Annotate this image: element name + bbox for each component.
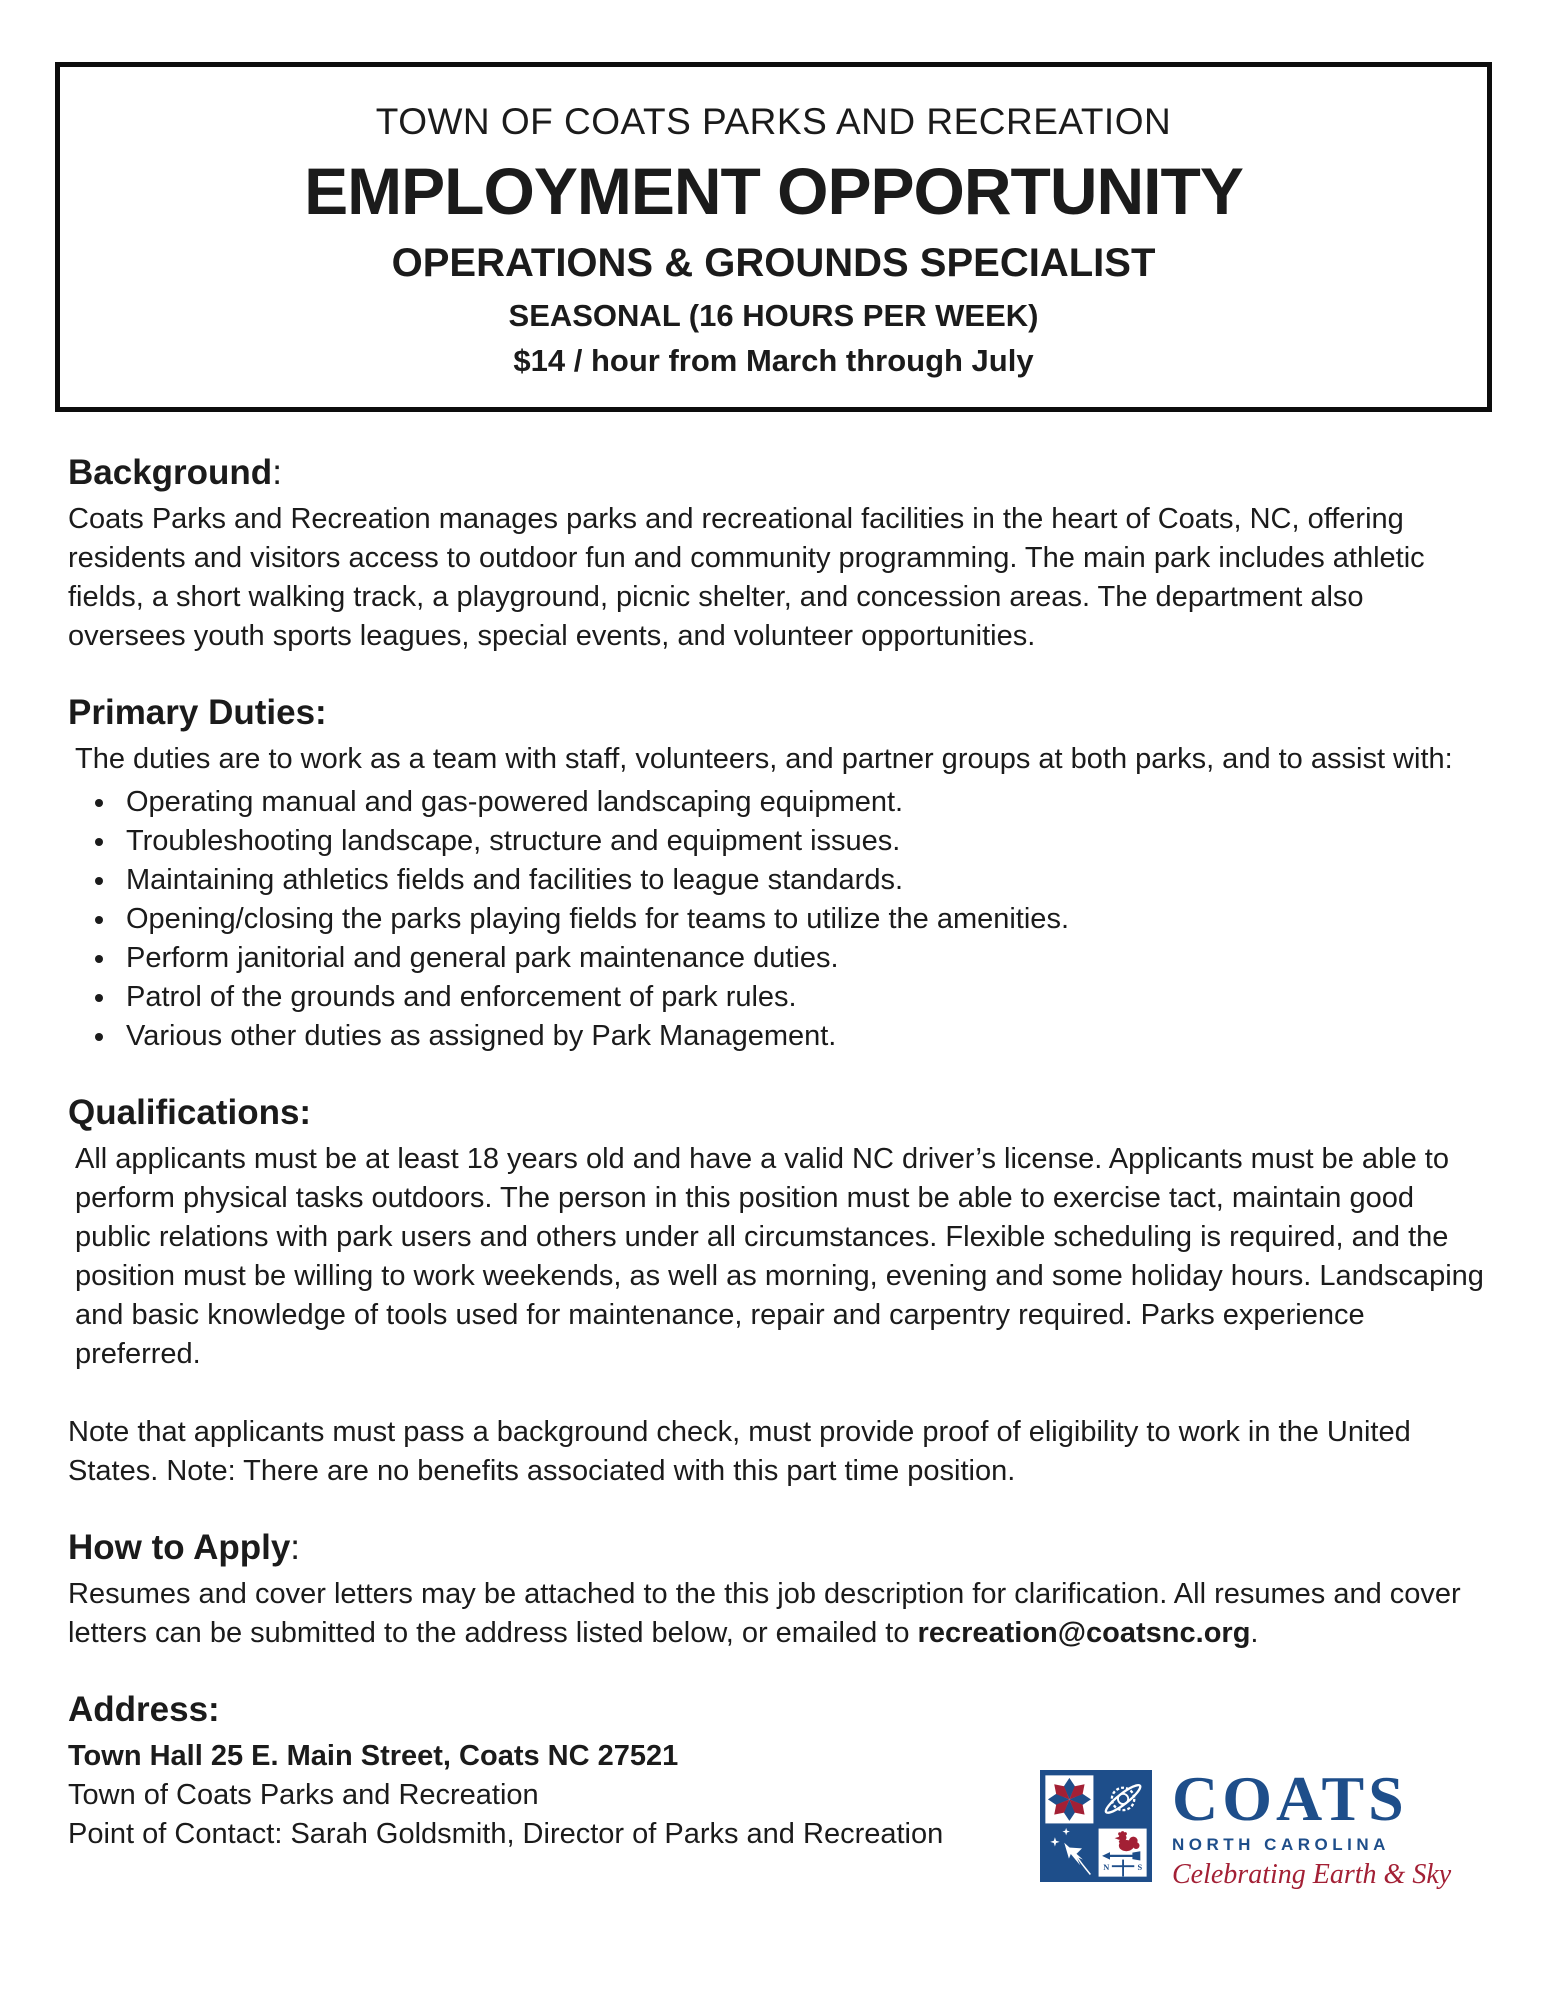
list-item: • Patrol of the grounds and enforcement of park rules. [118,978,1485,1017]
section-background [68,452,1485,656]
qualifications-note: Note that applicants must pass a background check, must provide proof of eligibility to work in the United States. Note: There are no benefits associated with this part time position. [68,1416,1411,1487]
background-heading [68,452,1485,494]
qualifications-paragraph: All applicants must be at least 18 years old and have a valid NC driver’s license. Applicants must be able to perform physical tasks outdoors. The person in this position must be able to exercise tact, maintain good public relations with park users and others under all circumstances. Flexible scheduling is required, and the position must be willing to work weekends, as well as morning, evening and some holiday hours. Landscaping and basic knowledge of tools used for maintenance, repair and carpentry required. Parks experience preferred. [75,1143,1484,1370]
address-heading: Address: [68,1690,220,1729]
contact-email: recreation@coatsnc.org [917,1617,1251,1649]
address-contact: Point of Contact: Sarah Goldsmith, Director of Parks and Recreation [68,1818,944,1850]
background-paragraph: Coats Parks and Recreation manages parks and recreational facilities in the heart of Coats, NC, offering residents and visitors access to outdoor fun and community programming. The main park includes athletic fields, a short walking track, a playground, picnic shelter, and concession areas. The department also oversees youth sports leagues, special events, and volunteer opportunities. [68,503,1425,652]
list-item: • Perform janitorial and general park maintenance duties. [118,939,1485,978]
primary-duties-list [68,783,1485,1056]
list-item: • Troubleshooting landscape, structure and equipment issues. [118,822,1485,861]
how-to-apply-heading-colon: : [290,1528,301,1567]
section-qualifications [68,1092,1485,1491]
apply-text-period: . [1250,1617,1259,1649]
logo-tagline: Celebrating Earth & Sky [1172,1859,1452,1890]
job-title: OPERATIONS & GROUNDS SPECIALIST [391,241,1156,285]
how-to-apply-paragraph [68,1575,1485,1653]
page-title: EMPLOYMENT OPPORTUNITY [304,154,1243,228]
coats-emblem-icon [1040,1770,1152,1882]
section-primary-duties [68,692,1485,1056]
logo-text [1172,1763,1452,1891]
pay-line: $14 / hour from March through July [513,343,1034,378]
address-department: Town of Coats Parks and Recreation [68,1779,539,1811]
how-to-apply-heading [68,1527,1485,1569]
how-to-apply-heading-text: How to Apply [68,1528,291,1567]
organization-name: TOWN OF COATS PARKS AND RECREATION [375,101,1172,142]
logo-state-name: NORTH CAROLINA [1172,1835,1390,1854]
compass-s-label: S [1137,1862,1143,1872]
list-item: • Operating manual and gas-powered landscaping equipment. [118,783,1485,822]
background-heading-text: Background [68,453,273,492]
list-item: • Opening/closing the parks playing fields for teams to utilize the amenities. [118,900,1485,939]
list-item: • Various other duties as assigned by Park Management. [118,1017,1485,1056]
document-body [0,452,1545,1854]
section-how-to-apply [68,1527,1485,1653]
list-item: • Maintaining athletics fields and facilities to league standards. [118,861,1485,900]
address-street: Town Hall 25 E. Main Street, Coats NC 27521 [68,1740,679,1772]
primary-duties-intro: The duties are to work as a team with staff, volunteers, and partner groups at both parks, and to assist with: [75,743,1453,775]
schedule-line: SEASONAL (16 HOURS PER WEEK) [508,298,1039,333]
background-heading-colon: : [272,453,282,492]
apply-text: Resumes and cover letters may be attached to the this job description for clarification. All resumes and cover letters can be submitted to the address listed below, or emailed to [68,1578,1461,1649]
header-box [55,62,1492,412]
qualifications-heading: Qualifications: [68,1093,312,1132]
compass-n-label: N [1103,1862,1110,1872]
quilt-star-icon [1048,1778,1091,1821]
logo-town-name: COATS [1172,1763,1408,1834]
primary-duties-heading: Primary Duties: [68,693,327,732]
town-logo [1040,1763,1452,1891]
